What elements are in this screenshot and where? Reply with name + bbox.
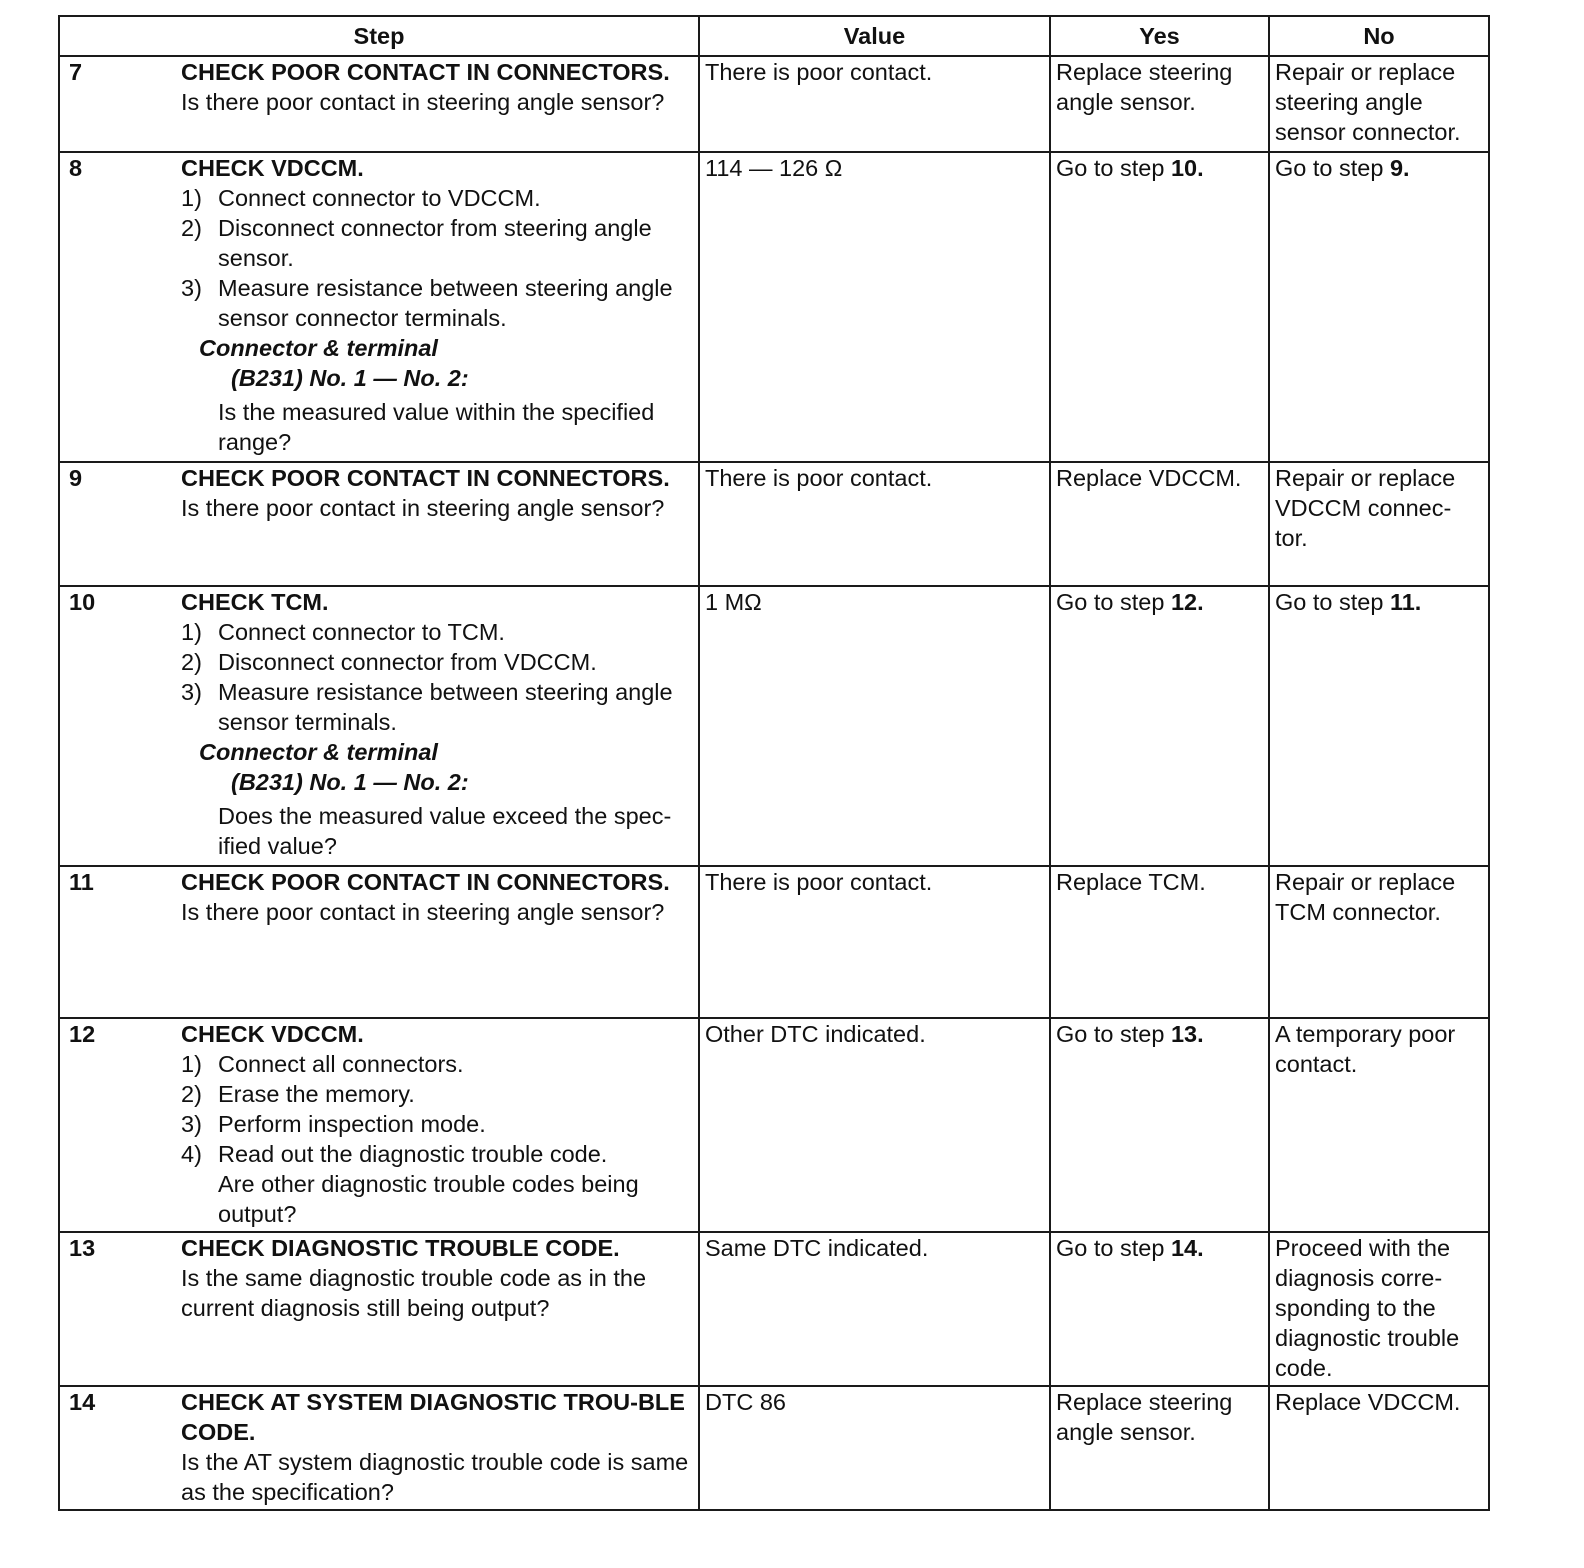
header-no: No — [1269, 16, 1489, 56]
list-text: Disconnect connector from steering angle sensor. — [218, 215, 652, 271]
connector-value: (B231) No. 1 — No. 2: — [231, 365, 469, 391]
step-question: Is the same diagnostic trouble code as in the current diagnosis still being output? — [181, 1265, 647, 1321]
list-number: 1) — [181, 185, 202, 211]
step-number: 8 — [69, 155, 83, 181]
list-text: Disconnect connector from VDCCM. — [218, 649, 597, 675]
list-text: Connect all connectors. — [218, 1051, 464, 1077]
no-cell — [1269, 586, 1489, 866]
list-text: Erase the memory. — [218, 1081, 415, 1107]
step-title: CHECK POOR CONTACT IN CONNECTORS. — [181, 465, 670, 491]
diagnostic-table — [58, 15, 1490, 1511]
list-item — [181, 183, 689, 213]
table-row — [59, 1232, 1489, 1386]
connector-label: Connector & terminal — [199, 335, 438, 361]
yes-text: Go to step — [1056, 1235, 1171, 1261]
yes-cell: Replace VDCCM. — [1050, 462, 1269, 586]
header-step: Step — [59, 16, 699, 56]
step-title: CHECK VDCCM. — [181, 155, 364, 181]
list-number: 3) — [181, 679, 202, 705]
list-number: 2) — [181, 215, 202, 241]
step-question: Is the measured value within the specified range? — [218, 399, 655, 455]
list-item — [181, 677, 689, 737]
no-step-ref: 11. — [1389, 589, 1422, 615]
yes-cell: Replace steering angle sensor. — [1050, 1386, 1269, 1510]
yes-cell — [1050, 1232, 1269, 1386]
step-number: 10 — [69, 589, 96, 615]
step-question: Is there poor contact in steering angle sensor? — [181, 899, 665, 925]
step-cell — [59, 462, 699, 586]
step-cell — [59, 152, 699, 462]
list-number: 1) — [181, 1051, 202, 1077]
step-number: 13 — [69, 1235, 96, 1261]
value-cell: DTC 86 — [699, 1386, 1050, 1510]
no-cell: Proceed with the diagnosis corre-sponding to the diagnostic trouble code. — [1269, 1232, 1489, 1386]
list-number: 1) — [181, 619, 202, 645]
yes-text: Go to step — [1056, 1021, 1171, 1047]
list-text: Perform inspection mode. — [218, 1111, 486, 1137]
yes-step-ref: 10. — [1170, 155, 1204, 181]
yes-step-ref: 12. — [1170, 589, 1204, 615]
yes-text: Go to step — [1056, 155, 1171, 181]
connector-value: (B231) No. 1 — No. 2: — [231, 769, 469, 795]
step-title: CHECK POOR CONTACT IN CONNECTORS. — [181, 59, 670, 85]
step-cell — [59, 1232, 699, 1386]
yes-text: Go to step — [1056, 589, 1171, 615]
list-text: Measure resistance between steering angle sensor connector terminals. — [218, 275, 673, 331]
table-row — [59, 1386, 1489, 1510]
step-title: CHECK VDCCM. — [181, 1021, 364, 1047]
no-cell: Repair or replace TCM connector. — [1269, 866, 1489, 1018]
step-number: 12 — [69, 1021, 96, 1047]
no-cell: Repair or replace steering angle sensor connector. — [1269, 56, 1489, 152]
value-cell: Same DTC indicated. — [699, 1232, 1050, 1386]
step-cell — [59, 866, 699, 1018]
yes-cell: Replace TCM. — [1050, 866, 1269, 1018]
yes-cell — [1050, 1018, 1269, 1232]
no-step-ref: 9. — [1389, 155, 1410, 181]
value-cell: 1 MΩ — [699, 586, 1050, 866]
list-number: 4) — [181, 1141, 202, 1167]
step-question: Are other diagnostic trouble codes being output? — [218, 1171, 639, 1227]
no-text: Go to step — [1275, 155, 1390, 181]
step-cell — [59, 56, 699, 152]
step-number: 9 — [69, 465, 83, 491]
list-number: 2) — [181, 649, 202, 675]
no-cell: A temporary poor contact. — [1269, 1018, 1489, 1232]
list-text: Connect connector to VDCCM. — [218, 185, 541, 211]
list-text: Read out the diagnostic trouble code. — [218, 1141, 608, 1167]
step-title: CHECK POOR CONTACT IN CONNECTORS. — [181, 869, 670, 895]
step-title: CHECK TCM. — [181, 589, 329, 615]
table-row — [59, 1018, 1489, 1232]
list-number: 3) — [181, 1111, 202, 1137]
header-value: Value — [699, 16, 1050, 56]
header-yes: Yes — [1050, 16, 1269, 56]
step-question: Is there poor contact in steering angle sensor? — [181, 89, 665, 115]
step-cell — [59, 586, 699, 866]
yes-cell: Replace steering angle sensor. — [1050, 56, 1269, 152]
list-item — [181, 213, 689, 273]
step-cell — [59, 1386, 699, 1510]
list-text: Measure resistance between steering angle sensor terminals. — [218, 679, 673, 735]
list-item — [181, 647, 689, 677]
step-number: 7 — [69, 59, 83, 85]
no-cell — [1269, 152, 1489, 462]
list-number: 2) — [181, 1081, 202, 1107]
step-number: 14 — [69, 1389, 96, 1415]
header-row — [59, 16, 1489, 56]
table-row — [59, 152, 1489, 462]
yes-step-ref: 13. — [1170, 1021, 1204, 1047]
yes-cell — [1050, 152, 1269, 462]
step-title: CHECK DIAGNOSTIC TROUBLE CODE. — [181, 1235, 620, 1261]
value-cell: Other DTC indicated. — [699, 1018, 1050, 1232]
value-cell: 114 — 126 Ω — [699, 152, 1050, 462]
yes-step-ref: 14. — [1170, 1235, 1204, 1261]
list-item — [181, 617, 689, 647]
value-cell: There is poor contact. — [699, 56, 1050, 152]
value-cell: There is poor contact. — [699, 462, 1050, 586]
list-item — [181, 1109, 689, 1139]
no-cell: Repair or replace VDCCM connec-tor. — [1269, 462, 1489, 586]
step-question: Is there poor contact in steering angle sensor? — [181, 495, 665, 521]
step-title: CHECK AT SYSTEM DIAGNOSTIC TROU-BLE CODE. — [181, 1389, 685, 1445]
table-row — [59, 866, 1489, 1018]
list-item — [181, 1139, 689, 1169]
table-row — [59, 462, 1489, 586]
table-row — [59, 586, 1489, 866]
list-item — [181, 1079, 689, 1109]
step-question: Is the AT system diagnostic trouble code is same as the specification? — [181, 1449, 689, 1505]
no-text: Go to step — [1275, 589, 1390, 615]
list-number: 3) — [181, 275, 202, 301]
list-item — [181, 1049, 689, 1079]
step-cell — [59, 1018, 699, 1232]
step-question: Does the measured value exceed the spec-ified value? — [218, 803, 672, 859]
list-text: Connect connector to TCM. — [218, 619, 505, 645]
list-item — [181, 273, 689, 333]
step-number: 11 — [69, 869, 94, 895]
yes-cell — [1050, 586, 1269, 866]
connector-label: Connector & terminal — [199, 739, 438, 765]
no-cell: Replace VDCCM. — [1269, 1386, 1489, 1510]
table-row — [59, 56, 1489, 152]
value-cell: There is poor contact. — [699, 866, 1050, 1018]
